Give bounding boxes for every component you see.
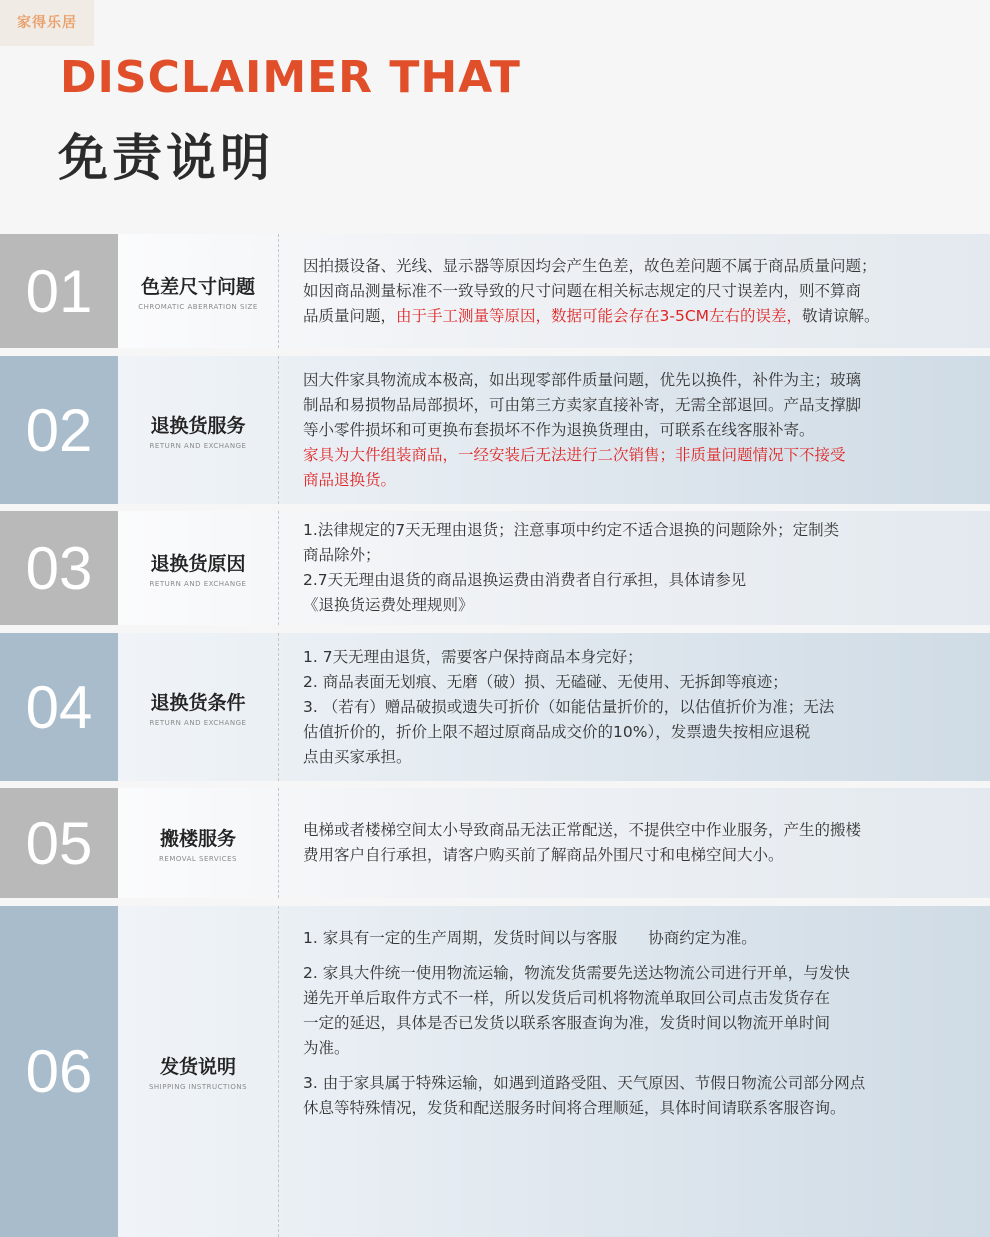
content-text: 品质量问题， xyxy=(303,306,397,325)
row-number: 06 xyxy=(0,906,118,1237)
row-content xyxy=(279,511,990,625)
row-subtitle: SHIPPING INSTRUCTIONS xyxy=(148,1083,248,1091)
content-line: 2. 家具大件统一使用物流运输，物流发货需要先送达物流公司进行开单，与发快 xyxy=(303,964,850,982)
content-line: 1. 7天无理由退货，需要客户保持商品本身完好； xyxy=(303,647,643,666)
row-label xyxy=(118,234,279,348)
row-content xyxy=(279,633,990,781)
content-line: 因大件家具物流成本极高，如出现零部件质量问题，优先以换件，补件为主；玻璃 xyxy=(303,370,862,389)
row-number: 05 xyxy=(0,788,118,898)
content-highlight: 由于手工测量等原因，数据可能会存在3-5CM左右的误差， xyxy=(396,306,803,325)
content-line: 为准。 xyxy=(303,1039,350,1057)
row-subtitle: RETURN AND EXCHANGE xyxy=(149,579,247,588)
row-number: 03 xyxy=(0,511,118,625)
content-line: 一定的延迟，具体是否已发货以联系客服查询为准，发货时间以物流开单时间 xyxy=(303,1014,831,1032)
row-subtitle: RETURN AND EXCHANGE xyxy=(149,718,247,727)
row-title: 搬楼服务 xyxy=(159,827,236,850)
row-content xyxy=(279,906,990,1237)
row-content xyxy=(279,788,990,898)
disclaimer-row-color-size xyxy=(0,234,990,348)
row-subtitle: REMOVAL SERVICES xyxy=(159,854,237,863)
disclaimer-row-shipping xyxy=(0,906,990,1237)
row-label xyxy=(118,788,279,898)
row-subtitle: CHROMATIC ABERRATION SIZE xyxy=(138,302,258,311)
row-number: 02 xyxy=(0,356,118,504)
row-title: 退换货条件 xyxy=(150,691,246,714)
content-line: 3. （若有）赠品破损或遗失可折价（如能估量折价的，以估值折价为准；无法 xyxy=(303,697,835,716)
page-title-en: DISCLAIMER THAT xyxy=(60,52,521,103)
row-label xyxy=(118,511,279,625)
brand-logo: 家得乐居 xyxy=(0,0,94,46)
content-highlight: 商品退换货。 xyxy=(303,470,397,489)
content-line: 商品除外； xyxy=(303,546,381,564)
row-subtitle: RETURN AND EXCHANGE xyxy=(149,441,247,450)
content-line: 2.7天无理由退货的商品退换运费由消费者自行承担，具体请参见 xyxy=(303,571,747,589)
content-line: 点由买家承担。 xyxy=(303,747,412,766)
content-line: 《退换货运费处理规则》 xyxy=(303,596,474,614)
content-text: 敬请谅解。 xyxy=(802,306,880,325)
row-title: 发货说明 xyxy=(159,1056,236,1078)
content-line: 休息等特殊情况，发货和配送服务时间将合理顺延，具体时间请联系客服咨询。 xyxy=(303,1099,846,1117)
disclaimer-row-return-reason xyxy=(0,511,990,625)
content-line: 制品和易损物品局部损坏，可由第三方卖家直接补寄，无需全部退回。产品支撑脚 xyxy=(303,395,862,414)
content-line: 等小零件损坏和可更换布套损坏不作为退换货理由，可联系在线客服补寄。 xyxy=(303,420,815,439)
content-line: 费用客户自行承担，请客户购买前了解商品外围尺寸和电梯空间大小。 xyxy=(303,846,784,864)
row-label xyxy=(118,356,279,504)
row-title: 退换货服务 xyxy=(150,414,246,437)
content-line xyxy=(303,304,976,329)
content-line: 3. 由于家具属于特殊运输，如遇到道路受阻、天气原因、节假日物流公司部分网点 xyxy=(303,1074,866,1092)
content-highlight: 家具为大件组装商品，一经安装后无法进行二次销售；非质量问题情况下不接受 xyxy=(303,445,846,464)
row-label xyxy=(118,633,279,781)
content-line: 因拍摄设备、光线、显示器等原因均会产生色差，故色差问题不属于商品质量问题； xyxy=(303,256,877,275)
row-number: 04 xyxy=(0,633,118,781)
page-title-cn: 免责说明 xyxy=(58,128,274,187)
row-content xyxy=(279,356,990,504)
content-line: 如因商品测量标准不一致导致的尺寸问题在相关标志规定的尺寸误差内，则不算商 xyxy=(303,281,862,300)
content-line: 1.法律规定的7天无理由退货；注意事项中约定不适合退换的问题除外；定制类 xyxy=(303,521,840,539)
disclaimer-row-return-conditions xyxy=(0,633,990,781)
content-line: 电梯或者楼梯空间太小导致商品无法正常配送，不提供空中作业服务，产生的搬楼 xyxy=(303,821,862,839)
row-title: 退换货原因 xyxy=(150,552,246,575)
row-title: 色差尺寸问题 xyxy=(140,275,255,298)
disclaimer-row-removal xyxy=(0,788,990,898)
row-label xyxy=(118,906,279,1237)
disclaimer-row-return-service xyxy=(0,356,990,504)
content-line: 1. 家具有一定的生产周期，发货时间以与客服 协商约定为准。 xyxy=(303,929,757,947)
row-number: 01 xyxy=(0,234,118,348)
content-line: 2. 商品表面无划痕、无磨（破）损、无磕碰、无使用、无拆卸等痕迹； xyxy=(303,672,788,691)
content-line: 估值折价的，折价上限不超过原商品成交价的10%），发票遗失按相应退税 xyxy=(303,722,811,741)
row-content xyxy=(279,234,990,348)
content-line: 递先开单后取件方式不一样，所以发货后司机将物流单取回公司点击发货存在 xyxy=(303,989,831,1007)
